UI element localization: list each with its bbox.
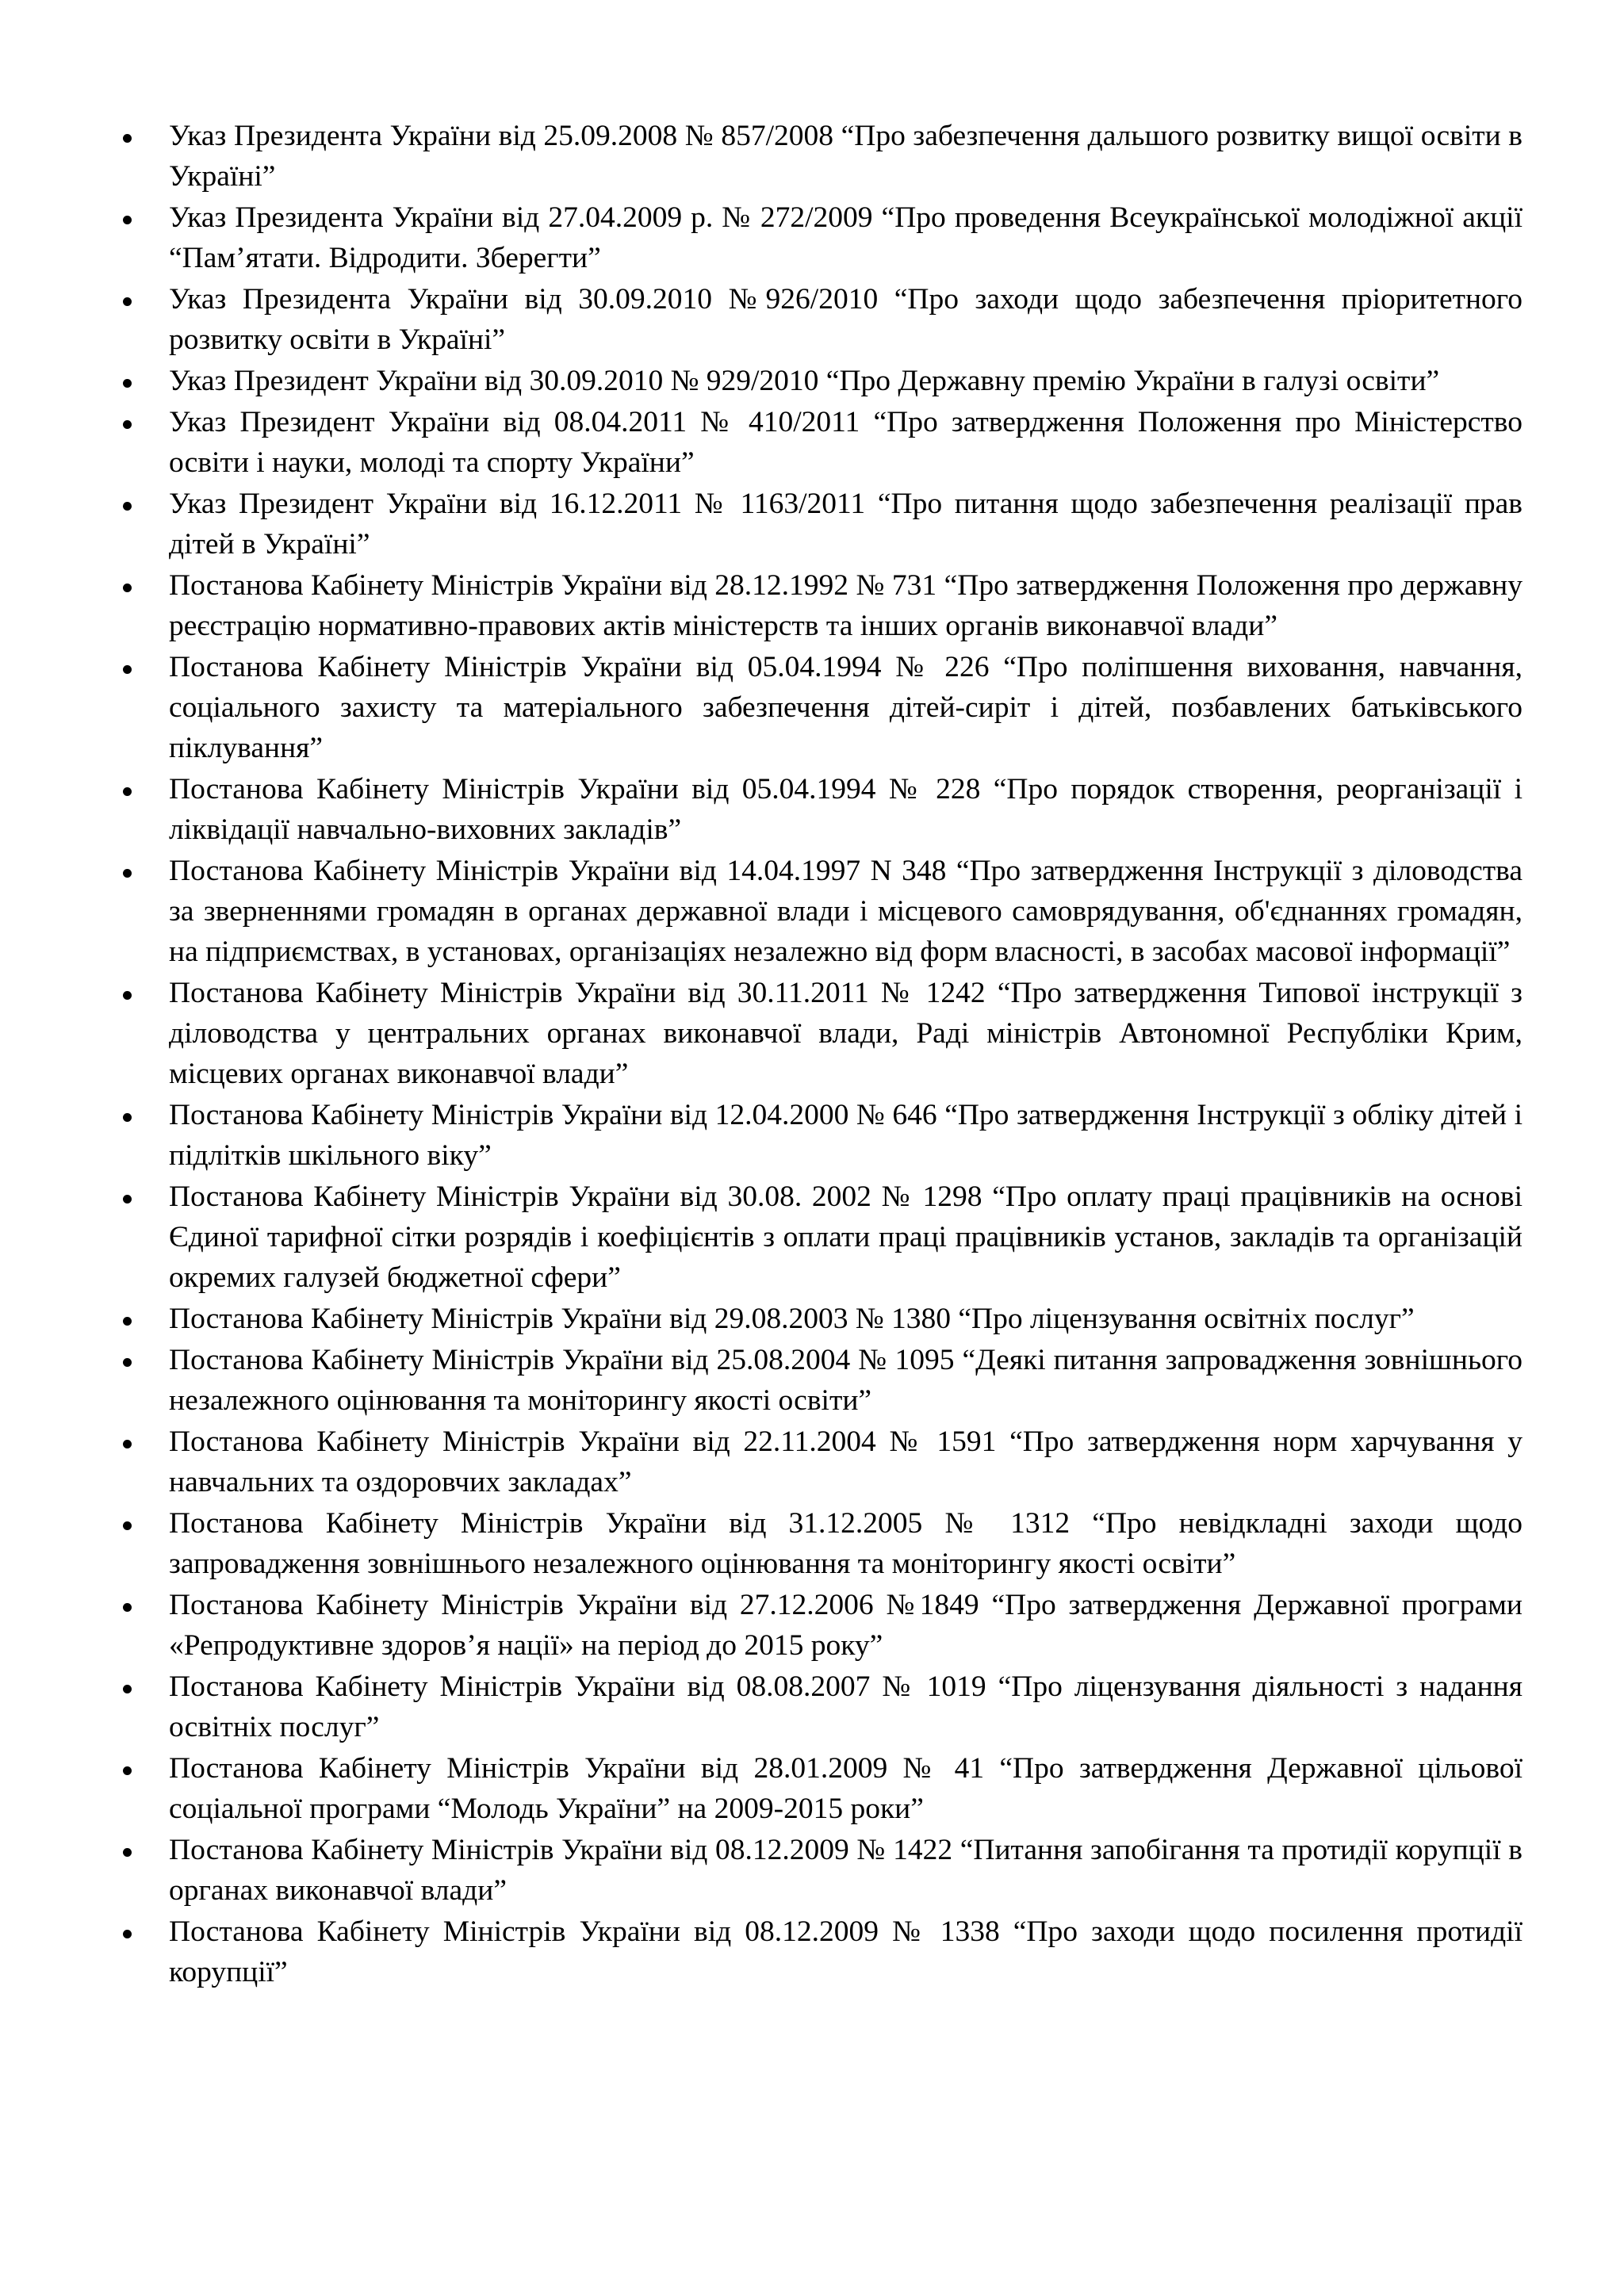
list-item (123, 361, 1522, 401)
list-item-text: Постанова Кабінету Міністрів України від 08.12.2009 № 1338 “Про заходи щодо посилення протидії корупції” (169, 1915, 1522, 1988)
bullet-icon (123, 991, 132, 1000)
list-item-text: Постанова Кабінету Міністрів України від 14.04.1997 N 348 “Про затвердження Інструкції з діловодства за зверненнями громадян в органах державної влади і місцевого самоврядування, об'єднаннях громадян, на підприємствах, в установах, організаціях незалежно від форм власності, в засобах масової інформації” (169, 855, 1522, 968)
list-item-text: Указ Президента України від 25.09.2008 № 857/2008 “Про забезпечення дальшого розвитку вищої освіти в Україні” (169, 120, 1522, 193)
list-item (123, 279, 1522, 360)
list-item (123, 1095, 1522, 1176)
list-item (123, 1830, 1522, 1911)
list-item (123, 116, 1522, 197)
bullet-icon (123, 297, 132, 306)
list-item-text: Указ Президент України від 16.12.2011 № 1163/2011 “Про питання щодо забезпечення реалізації прав дітей в Україні” (169, 488, 1522, 561)
bullet-icon (123, 1603, 132, 1612)
list-item (123, 1299, 1522, 1339)
bullet-icon (123, 665, 132, 674)
list-item-text: Постанова Кабінету Міністрів України від 22.11.2004 № 1591 “Про затвердження норм харчування у навчальних та оздоровчих закладах” (169, 1425, 1522, 1498)
list-item-text: Постанова Кабінету Міністрів України від 27.12.2006 №1849 “Про затвердження Державної програми «Репродуктивне здоров’я нації» на період до 2015 року” (169, 1589, 1522, 1662)
list-item (123, 565, 1522, 646)
bullet-icon (123, 584, 132, 592)
bullet-icon (123, 1440, 132, 1448)
bullet-icon (123, 216, 132, 224)
list-item-text: Постанова Кабінету Міністрів України від 30.08. 2002 № 1298 “Про оплату праці працівників на основі Єдиної тарифної сітки розрядів і коефіцієнтів з оплати праці працівників установ, закладів та організацій окремих галузей бюджетної сфери” (169, 1181, 1522, 1294)
list-item-text: Указ Президент України від 08.04.2011 № 410/2011 “Про затвердження Положення про Міністерство освіти і науки, молоді та спорту України” (169, 406, 1522, 479)
bullet-icon (123, 1685, 132, 1693)
list-item-text: Указ Президента України від 27.04.2009 р. № 272/2009 “Про проведення Всеукраїнської молодіжної акції “Пам’ятати. Відродити. Зберегти” (169, 201, 1522, 274)
list-item (123, 1503, 1522, 1584)
list-item (123, 1585, 1522, 1666)
list-item-text: Постанова Кабінету Міністрів України від 28.12.1992 № 731 “Про затвердження Положення про державну реєстрацію нормативно-правових актів міністерств та інших органів виконавчої влади” (169, 569, 1522, 642)
list-item (123, 402, 1522, 483)
list-item (123, 1748, 1522, 1829)
bullet-icon (123, 502, 132, 511)
list-item (123, 1911, 1522, 1992)
list-item (123, 197, 1522, 278)
bullet-icon (123, 787, 132, 796)
list-item (123, 1177, 1522, 1298)
list-item-text: Постанова Кабінету Міністрів України від 28.01.2009 № 41 “Про затвердження Державної цільової соціальної програми “Молодь України” на 2009-2015 роки” (169, 1752, 1522, 1825)
bullet-icon (123, 1766, 132, 1775)
bullet-icon (123, 134, 132, 143)
list-item (123, 1340, 1522, 1421)
list-item (123, 769, 1522, 850)
list-item (123, 1667, 1522, 1747)
bullet-icon (123, 1521, 132, 1530)
list-item-text: Указ Президент України від 30.09.2010 № 929/2010 “Про Державну премію України в галузі освіти” (169, 365, 1440, 397)
list-item (123, 851, 1522, 972)
list-item-text: Постанова Кабінету Міністрів України від 05.04.1994 № 226 “Про поліпшення виховання, навчання, соціального захисту та матеріального забезпечення дітей-сиріт і дітей, позбавлених батьківського піклування” (169, 651, 1522, 764)
list-item (123, 484, 1522, 564)
bullet-icon (123, 1195, 132, 1203)
list-item-text: Постанова Кабінету Міністрів України від 30.11.2011 № 1242 “Про затвердження Типової інструкції з діловодства у центральних органах виконавчої влади, Раді міністрів Автономної Республіки Крим, місцевих органах виконавчої влади” (169, 977, 1522, 1090)
list-item-text: Постанова Кабінету Міністрів України від 31.12.2005 № 1312 “Про невідкладні заходи щодо запровадження зовнішнього незалежного оцінювання та моніторингу якості освіти” (169, 1507, 1522, 1580)
list-item-text: Постанова Кабінету Міністрів України від 25.08.2004 № 1095 “Деякі питання запровадження зовнішнього незалежного оцінювання та моніторингу якості освіти” (169, 1344, 1522, 1417)
bullet-icon (123, 1930, 132, 1938)
list-item-text: Постанова Кабінету Міністрів України від 08.12.2009 № 1422 “Питання запобігання та протидії корупції в органах виконавчої влади” (169, 1834, 1522, 1907)
list-item (123, 973, 1522, 1094)
bullet-icon (123, 1848, 132, 1857)
bullet-icon (123, 869, 132, 878)
bullet-icon (123, 379, 132, 388)
bullet-icon (123, 1317, 132, 1326)
list-item (123, 1422, 1522, 1502)
list-item-text: Постанова Кабінету Міністрів України від 08.08.2007 № 1019 “Про ліцензування діяльності з надання освітніх послуг” (169, 1670, 1522, 1743)
list-item-text: Постанова Кабінету Міністрів України від 12.04.2000 № 646 “Про затвердження Інструкції з обліку дітей і підлітків шкільного віку” (169, 1099, 1522, 1172)
list-item-text: Указ Президента України від 30.09.2010 №926/2010 “Про заходи щодо забезпечення пріоритетного розвитку освіти в Україні” (169, 283, 1522, 356)
list-item-text: Постанова Кабінету Міністрів України від 29.08.2003 № 1380 “Про ліцензування освітніх послуг” (169, 1303, 1415, 1335)
list-item (123, 647, 1522, 768)
bullet-icon (123, 420, 132, 429)
bullet-icon (123, 1113, 132, 1122)
bullet-icon (123, 1358, 132, 1367)
legal-acts-list (123, 116, 1522, 1992)
list-item-text: Постанова Кабінету Міністрів України від 05.04.1994 № 228 “Про порядок створення, реорганізації і ліквідації навчально-виховних закладів” (169, 773, 1522, 846)
